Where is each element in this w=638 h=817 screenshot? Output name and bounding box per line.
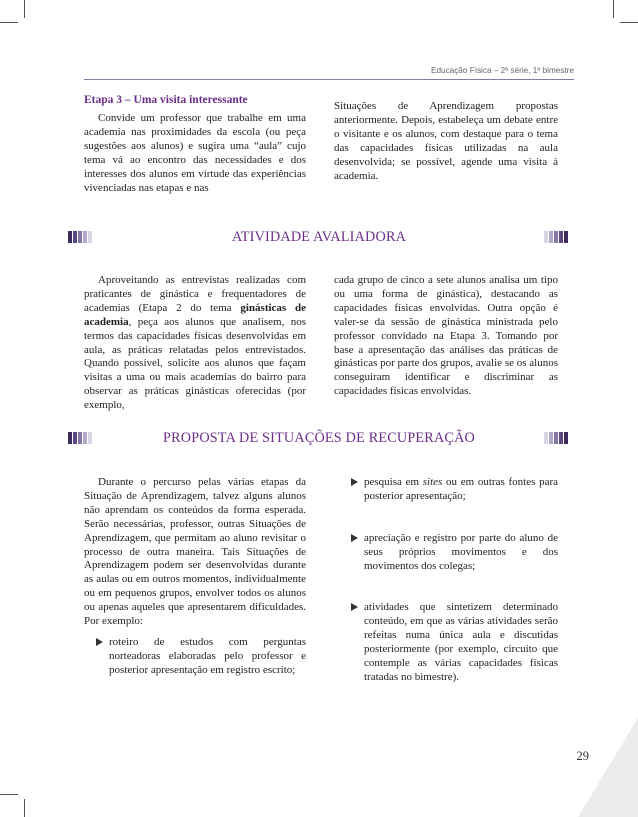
running-header: Educação Física – 2ª série, 1º bimestre [431, 66, 574, 75]
triangle-bullet-icon [96, 638, 103, 646]
section-decoration-right [544, 432, 569, 444]
etapa-3-right-column [334, 100, 558, 183]
atividade-paragraph-left [84, 274, 306, 413]
crop-mark [0, 794, 18, 795]
etapa-3-paragraph-left: Convide um professor que trabalhe em uma academia nas proximidades da escola (ou peça sugestões aos alunos) e sugira uma “aula” cujo tema vá ao encontro das necessidades e dos interesses dos alunos em virtude das experiências vivenciadas nas etapas e nas [84, 112, 306, 194]
triangle-bullet-icon [351, 603, 358, 611]
recuperacao-bullet-item [109, 636, 306, 678]
bullet-text: roteiro de estudos com perguntas norteadoras elaboradas pelo professor e posterior apresentação em registro escrito; [109, 636, 306, 676]
etapa-3-paragraph-right: Situações de Aprendizagem propostas anteriormente. Depois, estabeleça um debate entre o visitante e os alunos, com destaque para o tema das capacidades físicas utilizadas na aula desenvolvida; se possível, agende uma visita à academia. [334, 100, 558, 182]
crop-mark [0, 22, 18, 23]
triangle-bullet-icon [351, 478, 358, 486]
crop-mark [24, 0, 25, 18]
crop-mark [24, 799, 25, 817]
atividade-text-part1: Aproveitando as entrevistas realizadas com praticantes de ginástica e frequentadores de academias (Etapa 2 do tema [84, 274, 306, 314]
triangle-bullet-icon [351, 534, 358, 542]
section-decoration-right [544, 231, 569, 243]
atividade-right-column [334, 274, 558, 399]
crop-mark [613, 0, 614, 18]
recuperacao-heading: PROPOSTA DE SITUAÇÕES DE RECUPERAÇÃO [163, 430, 475, 446]
atividade-text-part2: , peça aos alunos que analisem, nos termos das capacidades físicas desenvolvidas em aula, as práticas relatadas pelos entrevistados. Quando possível, solicite aos alunos que façam visitas a uma ou mais academias do bairro para observar as práticas ginásticas oferecidas (por exemplo, [84, 315, 306, 412]
recuperacao-left-column [84, 476, 306, 629]
page-corner-decoration [578, 718, 638, 817]
bullet-text: atividades que sintetizem determinado conteúdo, em que as várias atividades serão refeitas numa única aula e discutidas posteriormente (por exemplo, circuito que contemple as várias capacidades físicas tratadas no bimestre). [364, 601, 558, 683]
recuperacao-paragraph: Durante o percurso pelas várias etapas da Situação de Aprendizagem, talvez alguns alunos não aprendam os conteúdos da forma esperada. Serão necessárias, professor, outras Situações de Aprendizagem, que permitam ao aluno revisitar o processo de outra maneira. Tais Situações de Aprendizagem podem ser desenvolvidas durante as aulas ou em outros momentos, individualmente ou em pequenos grupos, envolver todos os alunos ou apenas aqueles que apresentarem dificuldades. Por exemplo: [84, 476, 306, 628]
crop-mark [620, 22, 638, 23]
etapa-3-left-column [84, 112, 306, 195]
recuperacao-bullet-item [364, 601, 558, 684]
atividade-paragraph-right: cada grupo de cinco a sete alunos analisa um tipo ou uma forma de ginástica), destacando as capacidades físicas envolvidas. Outra opção é valer-se da sessão de ginástica ministrada pelo professor convidado na Etapa 3. Tomando por base a apresentação das análises das práticas de ginásticas por parte dos grupos, avalie se os alunos conseguiram identificar e discriminar as capacidades físicas envolvidas. [334, 274, 558, 398]
section-decoration-left [68, 231, 93, 243]
atividade-text-bold: ginásticas de academia [84, 301, 306, 328]
atividade-avaliadora-heading: ATIVIDADE AVALIADORA [231, 229, 407, 245]
bullet-text-italic: sites [422, 476, 443, 488]
bullet-text-part2: ou em outras fontes para posterior apresentação; [364, 476, 558, 502]
bullet-text-part1: pesquisa em [364, 476, 423, 488]
header-rule [84, 79, 574, 80]
section-decoration-left [68, 432, 93, 444]
atividade-left-column [84, 274, 306, 413]
page-number: 29 [576, 749, 589, 763]
recuperacao-bullet-item [364, 532, 558, 574]
recuperacao-bullet-item [364, 476, 558, 504]
bullet-text: apreciação e registro por parte do aluno de seus próprios movimentos e dos movimentos dos colegas; [364, 532, 558, 572]
etapa-3-title: Etapa 3 – Uma visita interessante [84, 94, 248, 106]
